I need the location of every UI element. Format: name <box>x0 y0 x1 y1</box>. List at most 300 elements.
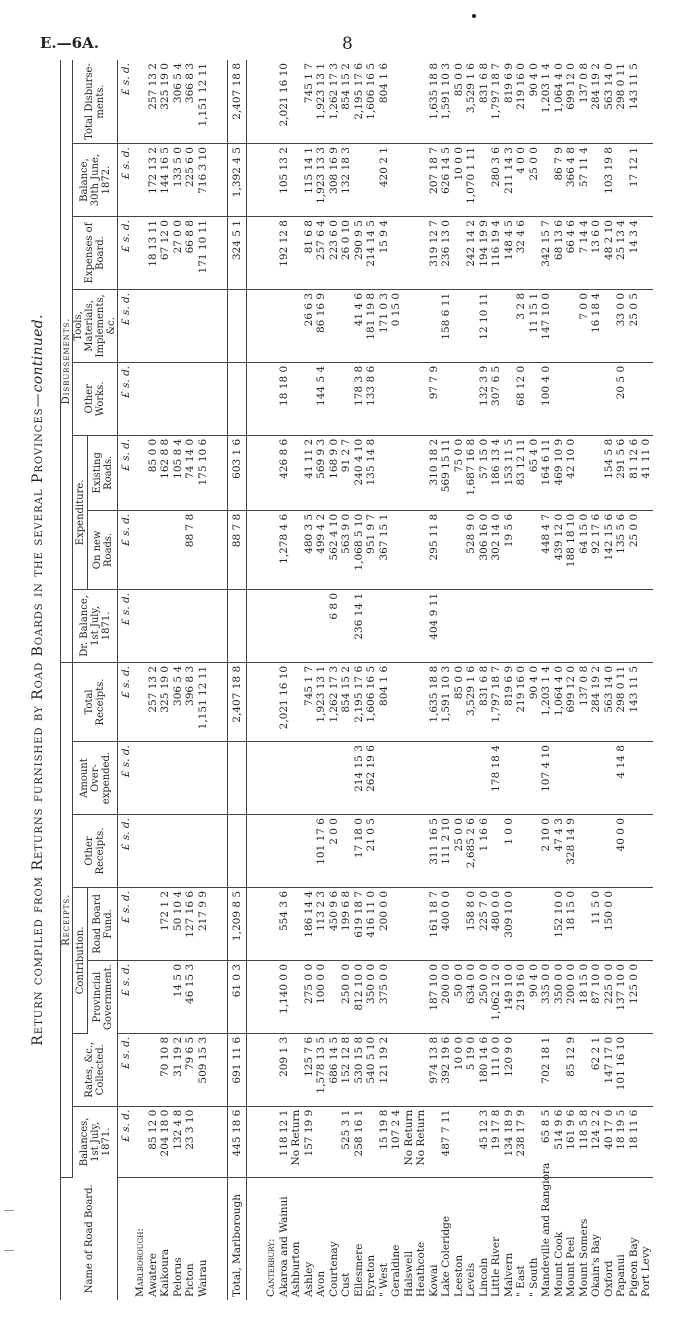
amount-cell: 115 14 1 <box>303 144 316 217</box>
group-expenditure: Expenditure. <box>73 435 88 589</box>
board-name: Port Levy <box>640 1246 652 1297</box>
empty-cell <box>209 960 228 1033</box>
amount-cell: 745 1 7 <box>303 60 316 144</box>
col-other-receipts: Other Receipts. <box>73 815 118 888</box>
amount-cell <box>303 742 316 815</box>
amount-cell <box>403 362 416 435</box>
amount-cell <box>228 289 247 362</box>
amount-cell <box>640 662 653 741</box>
amount-cell: 514 9 6 <box>553 1106 566 1177</box>
amount-cell: 204 18 0 <box>159 1106 172 1177</box>
amount-cell <box>515 742 528 815</box>
table-row <box>315 60 328 1300</box>
amount-cell <box>228 815 247 888</box>
amount-cell <box>290 815 303 888</box>
amount-cell: 250 0 0 <box>340 960 353 1033</box>
amount-cell: 41 4 6 <box>353 289 366 362</box>
amount-cell: 298 0 11 <box>615 60 628 144</box>
amount-cell: 32 4 6 <box>515 217 528 290</box>
amount-cell: 308 16 9 <box>328 144 341 217</box>
amount-cell: 86 16 9 <box>315 289 328 362</box>
amount-cell <box>403 589 416 662</box>
amount-cell: 702 18 1 <box>540 1033 553 1106</box>
amount-cell <box>453 742 466 815</box>
amount-cell: 342 15 7 <box>540 217 553 290</box>
amount-cell <box>603 815 616 888</box>
board-name: " South <box>527 1257 540 1297</box>
amount-cell <box>290 662 303 741</box>
table-row <box>340 60 353 1300</box>
amount-cell: 62 2 1 <box>590 1033 603 1106</box>
empty-cell <box>209 589 228 662</box>
amount-cell: 325 19 0 <box>159 662 172 741</box>
amount-cell <box>528 510 541 589</box>
empty-cell <box>209 289 228 362</box>
amount-cell <box>603 362 616 435</box>
amount-cell: 530 15 8 <box>353 1033 366 1106</box>
amount-cell: 125 0 0 <box>628 960 641 1033</box>
empty-cell <box>134 144 147 217</box>
empty-cell <box>134 362 147 435</box>
amount-cell <box>453 589 466 662</box>
amount-cell: 85 12 0 <box>147 1106 160 1177</box>
amount-cell: 1,209 8 5 <box>228 887 247 960</box>
amount-cell: 626 14 5 <box>440 144 453 217</box>
amount-cell <box>172 742 185 815</box>
amount-cell <box>553 742 566 815</box>
amount-cell <box>197 510 210 589</box>
table-row <box>640 60 653 1300</box>
amount-cell <box>172 362 185 435</box>
board-name: Total, Marlborough <box>228 1177 247 1300</box>
amount-cell <box>390 960 403 1033</box>
amount-cell <box>197 742 210 815</box>
amount-cell: 137 0 8 <box>578 60 591 144</box>
amount-cell: 804 1 6 <box>378 662 391 741</box>
board-name: Geraldine <box>390 1244 402 1297</box>
amount-cell <box>453 362 466 435</box>
group-receipts: Receipts. <box>61 662 73 1177</box>
amount-cell: 147 17 0 <box>603 1033 616 1106</box>
amount-cell: 20 5 0 <box>615 362 628 435</box>
amount-cell <box>278 742 291 815</box>
amount-cell: 134 18 9 <box>503 1106 516 1177</box>
amount-cell: 5 19 0 <box>465 1033 478 1106</box>
board-name: Mount Somers <box>577 1218 590 1297</box>
empty-cell <box>247 1033 266 1106</box>
board-name: Ashley <box>302 1261 315 1297</box>
amount-cell: 367 15 1 <box>378 510 391 589</box>
amount-cell: 48 2 10 <box>603 217 616 290</box>
col-name: Name of Road Board. <box>61 1177 118 1300</box>
units-label: £ s. d. <box>118 815 135 888</box>
amount-cell <box>184 815 197 888</box>
amount-cell: 1,151 12 11 <box>197 662 210 741</box>
amount-cell: 745 1 7 <box>303 662 316 741</box>
amount-cell: 3 2 8 <box>515 289 528 362</box>
table-row <box>353 60 366 1300</box>
col-total-disbursements: Total Disburse-ments. <box>73 60 118 144</box>
amount-cell: 74 14 0 <box>184 435 197 510</box>
amount-cell: 161 18 7 <box>428 887 441 960</box>
col-new-roads: On new Roads. <box>88 510 118 589</box>
table-row <box>578 60 591 1300</box>
amount-cell: 75 0 0 <box>453 435 466 510</box>
amount-cell <box>159 589 172 662</box>
amount-cell: 236 14 1 <box>353 589 366 662</box>
amount-cell: 2,685 2 6 <box>465 815 478 888</box>
amount-cell: 25 0 0 <box>453 815 466 888</box>
margin-mark <box>4 1210 14 1211</box>
amount-cell <box>615 144 628 217</box>
amount-cell: 200 0 0 <box>440 960 453 1033</box>
amount-cell <box>403 289 416 362</box>
amount-cell <box>578 815 591 888</box>
empty-cell <box>134 510 147 589</box>
amount-cell: 18 15 0 <box>578 960 591 1033</box>
amount-cell: 142 15 6 <box>603 510 616 589</box>
amount-cell: 619 18 7 <box>353 887 366 960</box>
amount-cell: 219 16 0 <box>515 60 528 144</box>
amount-cell <box>628 362 641 435</box>
amount-cell: 97 7 9 <box>428 362 441 435</box>
empty-cell <box>265 60 278 144</box>
amount-cell: 45 12 3 <box>478 1106 491 1177</box>
empty-cell <box>134 589 147 662</box>
amount-cell <box>478 742 491 815</box>
table-row <box>365 60 378 1300</box>
amount-cell <box>278 815 291 888</box>
amount-cell: 125 7 6 <box>303 1033 316 1106</box>
amount-cell: 18 19 5 <box>615 1106 628 1177</box>
amount-cell <box>390 887 403 960</box>
empty-cell <box>134 1106 147 1177</box>
amount-cell: 262 19 6 <box>365 742 378 815</box>
amount-cell <box>440 510 453 589</box>
amount-cell: 6 8 0 <box>328 589 341 662</box>
amount-cell: 158 8 0 <box>465 887 478 960</box>
amount-cell: 563 14 0 <box>603 60 616 144</box>
amount-cell <box>290 289 303 362</box>
amount-cell: 225 6 0 <box>184 144 197 217</box>
amount-cell: 83 12 11 <box>515 435 528 510</box>
board-name: " West <box>377 1263 390 1297</box>
amount-cell <box>640 144 653 217</box>
amount-cell: 26 0 10 <box>340 217 353 290</box>
amount-cell <box>628 1033 641 1106</box>
amount-cell <box>503 362 516 435</box>
amount-cell: 120 9 0 <box>503 1033 516 1106</box>
amount-cell <box>378 815 391 888</box>
amount-cell <box>415 589 428 662</box>
amount-cell <box>303 815 316 888</box>
amount-cell: 2,021 16 10 <box>278 662 291 741</box>
table-row <box>628 60 641 1300</box>
amount-cell: 118 5 8 <box>578 1106 591 1177</box>
table-row <box>172 60 185 1300</box>
amount-cell <box>403 1033 416 1106</box>
amount-cell <box>147 289 160 362</box>
table-row <box>159 60 172 1300</box>
amount-cell: 100 4 0 <box>540 362 553 435</box>
amount-cell <box>403 815 416 888</box>
amount-cell <box>640 60 653 144</box>
amount-cell <box>578 435 591 510</box>
amount-cell: 161 9 6 <box>565 1106 578 1177</box>
table-row <box>428 60 441 1300</box>
amount-cell: 1,606 16 5 <box>365 60 378 144</box>
amount-cell: 396 8 3 <box>184 662 197 741</box>
amount-cell: 65 8 5 <box>540 1106 553 1177</box>
amount-cell <box>172 589 185 662</box>
amount-cell <box>290 589 303 662</box>
amount-cell <box>378 435 391 510</box>
empty-cell <box>134 662 147 741</box>
col-total-receipts: Total Receipts. <box>73 662 118 741</box>
amount-cell: 107 4 10 <box>540 742 553 815</box>
amount-cell: 219 16 0 <box>515 960 528 1033</box>
amount-cell: 1,064 4 0 <box>553 60 566 144</box>
amount-cell: 90 4 0 <box>528 662 541 741</box>
amount-cell <box>365 1106 378 1177</box>
amount-cell: 171 0 3 <box>378 289 391 362</box>
board-name: Halswell <box>402 1250 415 1297</box>
amount-cell: 85 0 0 <box>147 435 160 510</box>
amount-cell: 171 10 11 <box>197 217 210 290</box>
amount-cell: 25 0 0 <box>628 510 641 589</box>
table-row <box>453 60 466 1300</box>
amount-cell <box>553 1033 566 1106</box>
amount-cell: 207 18 7 <box>428 144 441 217</box>
amount-cell: 290 9 5 <box>353 217 366 290</box>
units-label: £ s. d. <box>118 662 135 741</box>
amount-cell: 152 10 0 <box>553 887 566 960</box>
amount-cell <box>197 1106 210 1177</box>
col-expenses: Expenses of Board. <box>73 217 118 290</box>
amount-cell <box>453 289 466 362</box>
table-title: Return compiled from Returns furnished by Road Boards in the several Provinces—continued. <box>30 314 46 1046</box>
amount-cell: 554 3 6 <box>278 887 291 960</box>
amount-cell: 46 15 3 <box>184 960 197 1033</box>
amount-cell: 132 18 3 <box>340 144 353 217</box>
board-name: Akaroa and Wainui <box>277 1196 290 1297</box>
amount-cell: No Return <box>290 1106 303 1177</box>
empty-cell <box>209 887 228 960</box>
amount-cell: 445 18 6 <box>228 1106 247 1177</box>
amount-cell: 4 0 0 <box>515 144 528 217</box>
col-other-works: Other Works. <box>73 362 118 435</box>
amount-cell <box>453 510 466 589</box>
board-name: Kaikoura <box>159 1248 171 1297</box>
empty-cell <box>265 887 278 960</box>
amount-cell: 819 6 9 <box>503 60 516 144</box>
amount-cell <box>440 589 453 662</box>
board-name: Oxford <box>602 1260 615 1297</box>
amount-cell: 25 0 0 <box>528 144 541 217</box>
amount-cell: 1,203 1 4 <box>540 662 553 741</box>
empty-cell <box>134 289 147 362</box>
amount-cell <box>453 1106 466 1177</box>
empty-cell <box>209 1177 228 1300</box>
amount-cell <box>328 742 341 815</box>
amount-cell: 812 10 0 <box>353 960 366 1033</box>
amount-cell: 101 16 10 <box>615 1033 628 1106</box>
amount-cell: 1,278 4 6 <box>278 510 291 589</box>
amount-cell: 1,203 1 4 <box>540 60 553 144</box>
amount-cell <box>403 435 416 510</box>
amount-cell: 242 14 2 <box>465 217 478 290</box>
amount-cell: 150 0 0 <box>603 887 616 960</box>
units-label: £ s. d. <box>118 217 135 290</box>
empty-cell <box>209 217 228 290</box>
amount-cell: 1,687 16 8 <box>465 435 478 510</box>
amount-cell: 90 4 0 <box>528 60 541 144</box>
amount-cell <box>159 960 172 1033</box>
amount-cell <box>528 1106 541 1177</box>
amount-cell <box>159 742 172 815</box>
amount-cell: 100 0 0 <box>315 960 328 1033</box>
amount-cell <box>415 960 428 1033</box>
amount-cell: 319 12 7 <box>428 217 441 290</box>
amount-cell: 186 14 4 <box>303 887 316 960</box>
amount-cell <box>415 887 428 960</box>
empty-cell <box>247 589 266 662</box>
amount-cell: 2,407 18 8 <box>228 60 247 144</box>
empty-cell <box>247 144 266 217</box>
amount-cell <box>415 289 428 362</box>
amount-cell <box>340 362 353 435</box>
amount-cell: 236 13 0 <box>440 217 453 290</box>
units-blank <box>118 1177 135 1300</box>
amount-cell: 154 5 8 <box>603 435 616 510</box>
amount-cell: 1,923 13 1 <box>315 662 328 741</box>
province-heading: Marlborough: <box>134 1228 146 1297</box>
amount-cell: 111 0 0 <box>490 1033 503 1106</box>
amount-cell <box>615 589 628 662</box>
amount-cell: 1,606 16 5 <box>365 662 378 741</box>
amount-cell <box>390 217 403 290</box>
amount-cell: 528 9 0 <box>465 510 478 589</box>
empty-cell <box>209 60 228 144</box>
board-name: Ellesmere <box>352 1243 365 1297</box>
amount-cell <box>553 589 566 662</box>
empty-cell <box>247 60 266 144</box>
board-name: Awatere <box>146 1252 159 1297</box>
amount-cell: 158 6 11 <box>440 289 453 362</box>
units-label: £ s. d. <box>118 742 135 815</box>
amount-cell: 66 4 6 <box>565 217 578 290</box>
amount-cell <box>515 815 528 888</box>
amount-cell <box>315 742 328 815</box>
amount-cell <box>590 815 603 888</box>
amount-cell <box>172 815 185 888</box>
amount-cell <box>503 742 516 815</box>
amount-cell: 974 13 8 <box>428 1033 441 1106</box>
amount-cell: 113 2 3 <box>315 887 328 960</box>
amount-cell: 18 13 11 <box>147 217 160 290</box>
amount-cell <box>340 815 353 888</box>
amount-cell: 178 18 4 <box>490 742 503 815</box>
amount-cell <box>184 289 197 362</box>
amount-cell: 311 16 5 <box>428 815 441 888</box>
amount-cell <box>159 362 172 435</box>
empty-cell <box>209 510 228 589</box>
amount-cell <box>184 742 197 815</box>
amount-cell: 157 19 9 <box>303 1106 316 1177</box>
amount-cell: 603 1 6 <box>228 435 247 510</box>
amount-cell <box>290 960 303 1033</box>
amount-cell: 469 10 9 <box>553 435 566 510</box>
amount-cell: 168 9 0 <box>328 435 341 510</box>
road-board-returns-table <box>60 60 653 1300</box>
amount-cell: 214 14 5 <box>365 217 378 290</box>
amount-cell <box>390 589 403 662</box>
spacer-row <box>209 60 228 1300</box>
amount-cell <box>197 589 210 662</box>
amount-cell: 1,262 17 3 <box>328 60 341 144</box>
amount-cell <box>415 217 428 290</box>
units-label: £ s. d. <box>118 1033 135 1106</box>
amount-cell <box>197 815 210 888</box>
amount-cell <box>540 589 553 662</box>
empty-cell <box>134 742 147 815</box>
amount-cell <box>303 589 316 662</box>
empty-cell <box>265 289 278 362</box>
board-name: " East <box>515 1265 527 1297</box>
amount-cell: 153 11 5 <box>503 435 516 510</box>
empty-cell <box>209 1106 228 1177</box>
amount-cell: 105 13 2 <box>278 144 291 217</box>
amount-cell <box>197 289 210 362</box>
table-row <box>490 60 503 1300</box>
amount-cell <box>197 362 210 435</box>
amount-cell: 200 0 0 <box>378 887 391 960</box>
amount-cell <box>403 60 416 144</box>
amount-cell: 57 15 0 <box>478 435 491 510</box>
amount-cell: 12 10 11 <box>478 289 491 362</box>
amount-cell <box>640 217 653 290</box>
amount-cell: 16 18 4 <box>590 289 603 362</box>
amount-cell: 257 13 2 <box>147 662 160 741</box>
amount-cell: 180 14 6 <box>478 1033 491 1106</box>
amount-cell: 499 4 2 <box>315 510 328 589</box>
empty-cell <box>247 960 266 1033</box>
amount-cell <box>553 362 566 435</box>
amount-cell: 19 5 6 <box>503 510 516 589</box>
amount-cell: 121 19 2 <box>378 1033 391 1106</box>
board-name: Mandeville and Rangiora <box>540 1162 552 1297</box>
amount-cell: 127 16 6 <box>184 887 197 960</box>
empty-cell <box>247 742 266 815</box>
table-row <box>540 60 553 1300</box>
empty-cell <box>247 815 266 888</box>
amount-cell: 143 11 5 <box>628 662 641 741</box>
amount-cell: No Return <box>415 1106 428 1177</box>
amount-cell <box>540 144 553 217</box>
empty-cell <box>209 1033 228 1106</box>
table-row <box>440 60 453 1300</box>
amount-cell: 133 8 6 <box>365 362 378 435</box>
amount-cell: 2,407 18 8 <box>228 662 247 741</box>
amount-cell: 4 14 8 <box>615 742 628 815</box>
amount-cell: 1,591 10 3 <box>440 60 453 144</box>
units-label: £ s. d. <box>118 435 135 510</box>
amount-cell: 328 14 9 <box>565 815 578 888</box>
amount-cell: 563 9 0 <box>340 510 353 589</box>
table-row <box>503 60 516 1300</box>
amount-cell: 223 6 0 <box>328 217 341 290</box>
empty-cell <box>134 1033 147 1106</box>
